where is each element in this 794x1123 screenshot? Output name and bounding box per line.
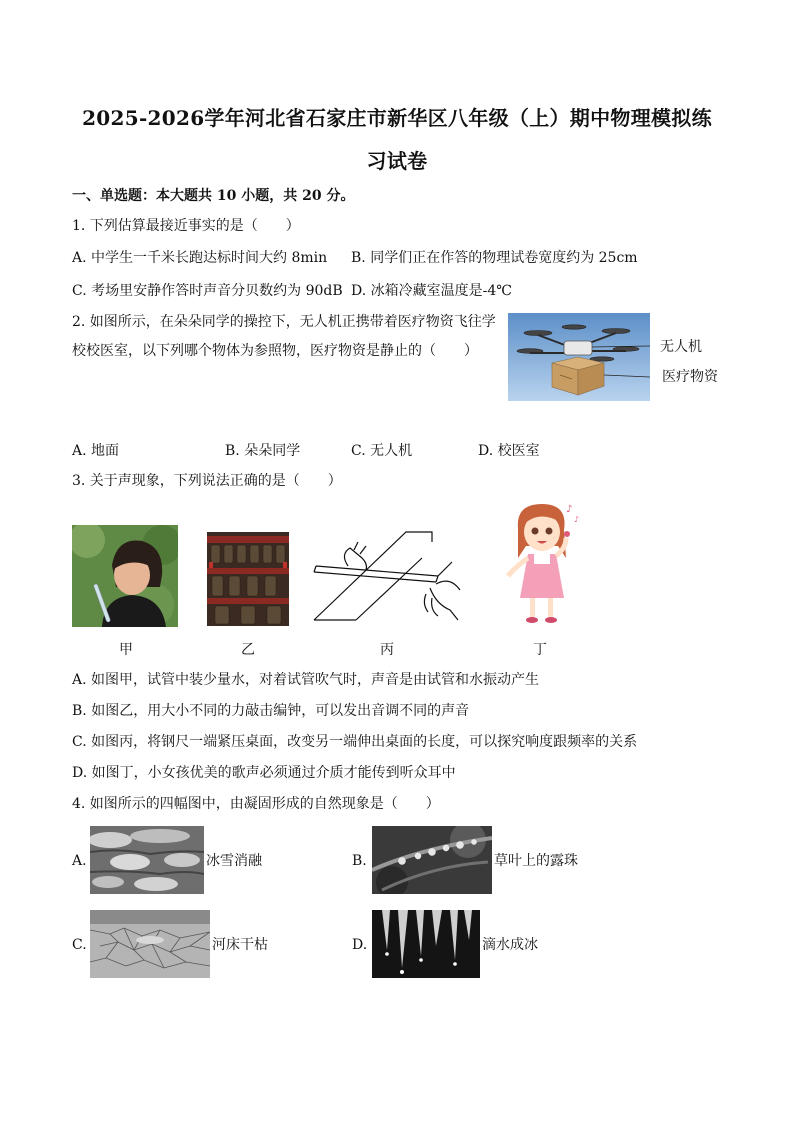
q4-option-c-letter: C. [72,937,87,953]
drone-label: 无人机 [660,339,702,355]
section-heading: 一、单选题：本大题共 10 小题，共 20 分。 [72,188,355,204]
figure-ding [500,498,584,626]
q4-option-a-label: 冰雪消融 [206,853,262,869]
drone-illustration [508,313,650,401]
q2-option-d: D. 校医室 [478,443,540,459]
figure-jia [72,525,178,627]
q3-stem: 3. 关于声现象，下列说法正确的是（ ） [72,473,342,489]
svg-text:♪: ♪ [566,504,573,515]
figure-bing [310,528,462,624]
caption-bing: 丙 [380,642,394,658]
q4-option-c-label: 河床干枯 [212,937,268,953]
ruler-on-table-drawing [310,528,462,624]
q1-option-a: A. 中学生一千米长跑达标时间大约 8min [72,250,328,266]
caption-ding: 丁 [533,642,547,658]
q4-option-a-letter: A. [72,853,87,869]
q1-option-c: C. 考场里安静作答时声音分贝数约为 90dB [72,283,343,299]
supplies-label: 医疗物资 [662,369,718,385]
q4-option-b-label: 草叶上的露珠 [494,853,578,869]
q4-stem: 4. 如图所示的四幅图中，由凝固形成的自然现象是（ ） [72,796,440,812]
q2-stem-line1: 2. 如图所示，在朵朵同学的操控下，无人机正携带着医疗物资飞往学 [72,314,496,330]
exam-title-line2: 习试卷 [366,149,428,173]
q3-option-c: C. 如图丙，将钢尺一端紧压桌面，改变另一端伸出桌面的长度，可以探究响度跟频率的关系 [72,734,638,750]
q1-option-b: B. 同学们正在作答的物理试卷宽度约为 25cm [351,250,638,266]
q4-photo-c [90,910,210,978]
q4-option-d-letter: D. [352,937,368,953]
svg-text:♪: ♪ [574,515,580,524]
q4-option-d-label: 滴水成冰 [482,937,538,953]
figure-yi [207,532,289,626]
q3-option-d: D. 如图丁，小女孩优美的歌声必须通过介质才能传到听众耳中 [72,765,456,781]
q2-option-c: C. 无人机 [351,443,413,459]
melting-snow-photo [90,826,204,894]
singing-girl-cartoon [500,498,584,626]
q3-option-b: B. 如图乙，用大小不同的力敲击编钟，可以发出音调不同的声音 [72,703,470,719]
q4-photo-a [90,826,204,894]
exam-title-line1: 2025-2026学年河北省石家庄市新华区八年级（上）期中物理模拟练 [82,106,712,130]
q4-photo-d [372,910,480,978]
caption-yi: 乙 [241,642,255,658]
q1-stem: 1. 下列估算最接近事实的是（ ） [72,218,300,234]
caption-jia: 甲 [119,642,133,658]
chime-bells-photo [207,532,289,626]
q2-option-a: A. 地面 [72,443,120,459]
q4-photo-b [372,826,492,894]
girl-blowing-tube-photo [72,525,178,627]
q3-option-a: A. 如图甲，试管中装少量水，对着试管吹气时，声音是由试管和水振动产生 [72,672,540,688]
dry-riverbed-photo [90,910,210,978]
drone-figure [508,313,650,401]
icicles-photo [372,910,480,978]
q2-option-b: B. 朵朵同学 [225,443,301,459]
dew-on-grass-photo [372,826,492,894]
q4-option-b-letter: B. [352,853,367,869]
q1-option-d: D. 冰箱冷藏室温度是-4℃ [351,283,512,299]
q2-stem-line2: 校校医室，以下列哪个物体为参照物，医疗物资是静止的（ ） [72,343,478,359]
